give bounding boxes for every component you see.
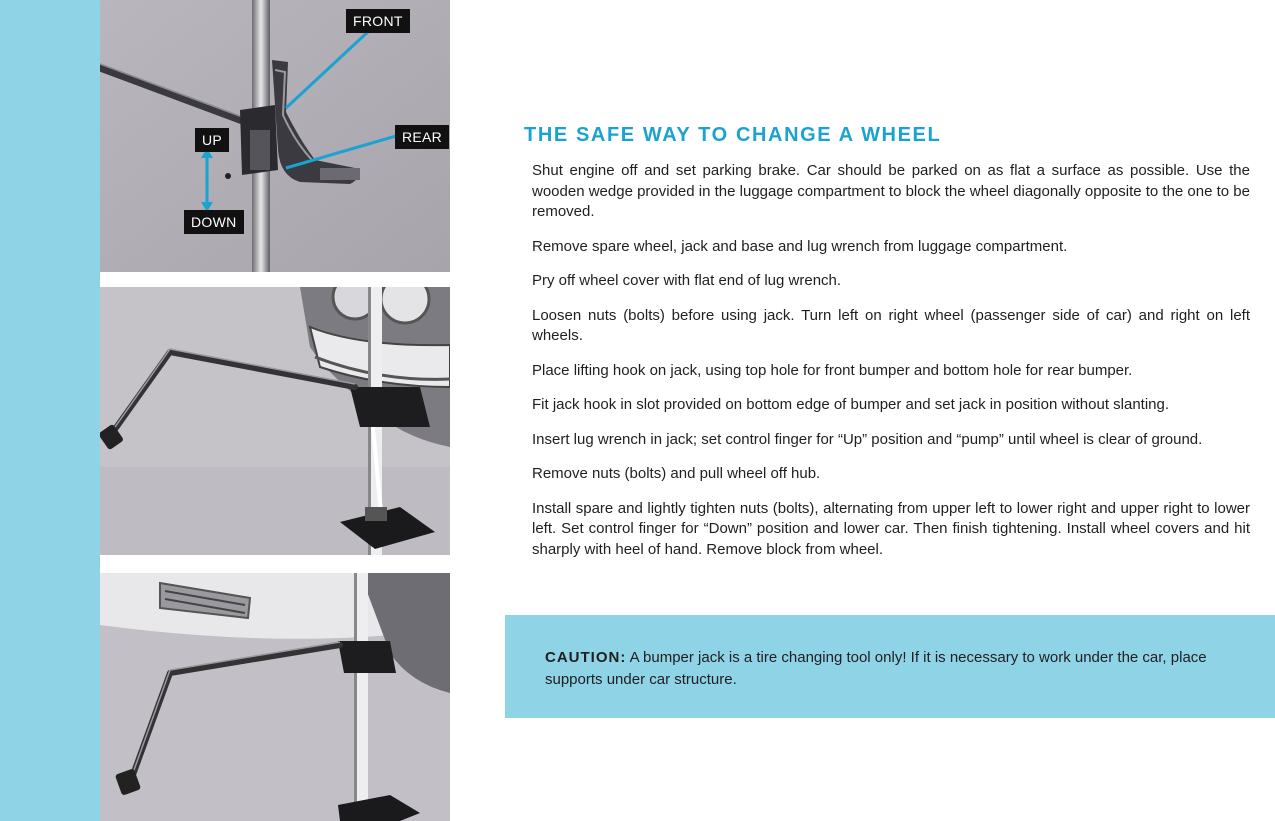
- up-label: UP: [195, 128, 229, 152]
- caution-text: [545, 647, 1245, 691]
- front-label: FRONT: [346, 9, 410, 33]
- instruction-paragraph: Loosen nuts (bolts) before using jack. Turn left on right wheel (passenger side of car) and right on left wheels.: [532, 306, 1250, 344]
- instruction-paragraph: Insert lug wrench in jack; set control finger for “Up” position and “pump” until wheel is clear of ground.: [532, 430, 1203, 448]
- instructions-section: [524, 124, 1250, 574]
- instruction-paragraph: Fit jack hook in slot provided on bottom edge of bumper and set jack in position without slanting.: [532, 396, 1170, 413]
- instruction-paragraph: Pry off wheel cover with flat end of lug wrench.: [532, 272, 842, 289]
- photo-jack-front-bumper: [100, 287, 450, 555]
- down-label: DOWN: [184, 210, 244, 234]
- rear-label: REAR: [395, 125, 449, 149]
- front-bumper-illustration: [100, 287, 450, 555]
- photo-jack-rear-bumper: [100, 573, 450, 821]
- instruction-paragraph: Install spare and lightly tighten nuts (bolts), alternating from upper left to lower right and upper right to lower left. Set control finger for “Down” position and lower car. Then finish tightening. Install wheel covers and hit sharply with heel of hand. Remove block from wheel.: [532, 499, 1250, 558]
- caution-box: [505, 615, 1275, 718]
- instruction-paragraph: Remove nuts (bolts) and pull wheel off hub.: [532, 465, 821, 482]
- instruction-paragraph: Shut engine off and set parking brake. Car should be parked on as flat a surface as possible. Use the wooden wedge provided in the luggage compartment to block the wheel diagonally opposite to the one to be removed.: [532, 162, 1250, 220]
- photo-jack-mechanism: [100, 0, 450, 272]
- instruction-paragraph: Remove spare wheel, jack and base and lug wrench from luggage compartment.: [532, 237, 1068, 255]
- caution-label: CAUTION:: [545, 649, 627, 666]
- photo-column: [100, 0, 450, 821]
- instruction-paragraph: Place lifting hook on jack, using top hole for front bumper and bottom hole for rear bumper.: [532, 361, 1133, 379]
- rear-bumper-illustration: [100, 573, 450, 821]
- page-title: THE SAFE WAY TO CHANGE A WHEEL: [524, 124, 942, 146]
- left-color-band: [0, 0, 100, 821]
- caution-body: A bumper jack is a tire changing tool only! If it is necessary to work under the car, place supports under car structure.: [545, 649, 1207, 688]
